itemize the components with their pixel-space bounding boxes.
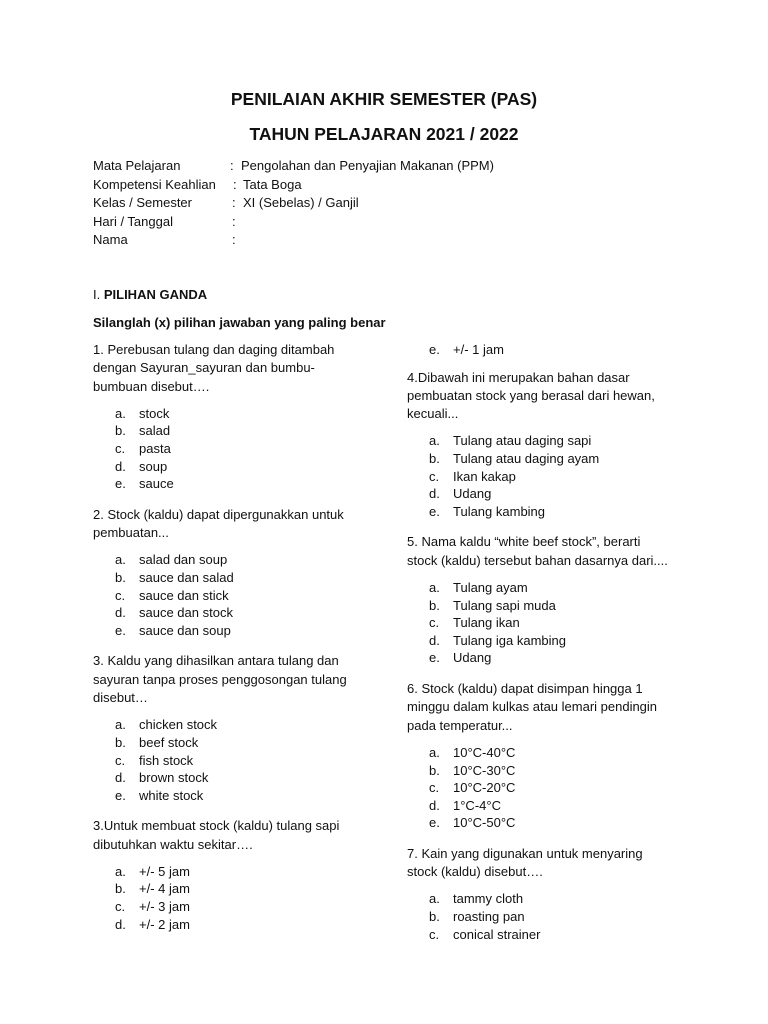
option[interactable] — [407, 890, 672, 908]
question-1 — [93, 341, 358, 493]
question-text: 5. Nama kaldu “white beef stock”, berarti stock (kaldu) tersebut bahan dasarnya dari.... — [407, 534, 668, 568]
option-text: 1°C-4°C — [453, 797, 501, 813]
option-text: brown stock — [139, 770, 209, 786]
option[interactable] — [407, 579, 672, 597]
option-text: pasta — [139, 441, 171, 457]
info-label: Kompetensi Keahlian — [93, 176, 216, 192]
option-text: sauce dan stock — [139, 605, 233, 621]
option-letter: e. — [115, 787, 126, 803]
option[interactable] — [93, 551, 358, 569]
option-letter: e. — [115, 622, 126, 638]
option-text: +/- 5 jam — [139, 863, 190, 879]
instruction: Silanglah (x) pilihan jawaban yang paling benar — [93, 315, 386, 330]
section-number: I. — [93, 287, 104, 302]
option-letter: c. — [115, 899, 126, 915]
option-list — [93, 863, 358, 933]
option-text: conical strainer — [453, 926, 541, 942]
option[interactable] — [407, 797, 672, 815]
option[interactable] — [407, 485, 672, 503]
option-text: salad — [139, 423, 171, 439]
option-letter: a. — [429, 744, 440, 760]
question-2 — [93, 506, 358, 640]
option[interactable] — [93, 863, 358, 881]
option-text: tammy cloth — [453, 891, 524, 907]
option-letter: e. — [429, 342, 440, 357]
option[interactable] — [407, 926, 672, 944]
option-text: stock — [139, 405, 170, 421]
option[interactable] — [407, 450, 672, 468]
info-colon: : — [233, 176, 237, 192]
question-4 — [407, 369, 672, 521]
option-list — [407, 890, 672, 943]
option-letter: b. — [115, 881, 126, 897]
option-letter: b. — [115, 734, 126, 750]
right-column — [407, 341, 672, 956]
option-letter: e. — [429, 503, 440, 519]
option-letter: a. — [429, 433, 440, 449]
option-letter: c. — [429, 615, 440, 631]
option-letter: d. — [429, 632, 440, 648]
option[interactable] — [93, 587, 358, 605]
option[interactable] — [93, 898, 358, 916]
option[interactable] — [93, 458, 358, 476]
option-text: salad dan soup — [139, 552, 228, 568]
option[interactable] — [407, 779, 672, 797]
left-column — [93, 341, 358, 946]
option-text: +/- 2 jam — [139, 916, 190, 932]
option-letter: d. — [429, 486, 440, 502]
option-text: 10°C-30°C — [453, 762, 516, 778]
question-3b — [93, 817, 358, 933]
question-text: 3. Kaldu yang dihasilkan antara tulang dan sayuran tanpa proses penggosongan tulang disebut… — [93, 653, 347, 706]
option[interactable] — [407, 908, 672, 926]
option-letter: e. — [115, 476, 126, 492]
option-letter: e. — [429, 815, 440, 831]
option[interactable] — [93, 916, 358, 934]
option[interactable] — [407, 503, 672, 521]
option-text: chicken stock — [139, 717, 218, 733]
option-text: +/- 4 jam — [139, 881, 190, 897]
option-text: white stock — [139, 787, 204, 803]
option-list — [93, 716, 358, 804]
option[interactable] — [407, 597, 672, 615]
option-list — [407, 579, 672, 667]
info-label: Hari / Tanggal — [93, 213, 173, 229]
option-text: sauce dan salad — [139, 570, 234, 586]
option-text: Tulang atau daging sapi — [453, 433, 592, 449]
option[interactable] — [93, 787, 358, 805]
option-letter: d. — [115, 916, 126, 932]
info-value: Pengolahan dan Penyajian Makanan (PPM) — [241, 158, 494, 173]
option[interactable] — [93, 716, 358, 734]
section-title: PILIHAN GANDA — [103, 287, 208, 302]
option-letter: a. — [115, 717, 126, 733]
option[interactable] — [93, 440, 358, 458]
info-value: Tata Boga — [243, 176, 302, 192]
info-label: Kelas / Semester — [93, 195, 192, 210]
option-list — [93, 405, 358, 493]
option[interactable] — [407, 649, 672, 667]
option-text: sauce — [139, 476, 174, 492]
option-letter: d. — [429, 797, 440, 813]
option-letter: a. — [115, 405, 126, 421]
question-text: 4.Dibawah ini merupakan bahan dasar pembuatan stock yang berasal dari hewan, kecuali... — [407, 369, 655, 422]
option-list — [93, 551, 358, 639]
option-letter: a. — [429, 891, 440, 907]
option-list-continued — [407, 341, 672, 359]
option-letter: b. — [429, 762, 440, 778]
question-text: 2. Stock (kaldu) dapat dipergunakkan untuk pembuatan... — [93, 506, 344, 541]
option-text: Tulang ayam — [453, 580, 528, 596]
option-text: fish stock — [139, 752, 194, 768]
question-3 — [93, 652, 358, 804]
option-text: 10°C-50°C — [453, 815, 516, 831]
option-text: Tulang kambing — [453, 503, 546, 519]
option[interactable] — [93, 604, 358, 622]
info-value: XI (Sebelas) / Ganjil — [243, 195, 359, 210]
exam-year: TAHUN PELAJARAN 2021 / 2022 — [249, 124, 519, 144]
option-text: soup — [139, 458, 168, 474]
option-letter: d. — [115, 770, 126, 786]
option-text: Tulang iga kambing — [453, 632, 566, 648]
option-letter: c. — [115, 441, 126, 457]
option[interactable] — [93, 475, 358, 493]
question-text: 7. Kain yang digunakan untuk menyaring stock (kaldu) disebut…. — [407, 845, 643, 880]
option[interactable] — [407, 632, 672, 650]
info-colon: : — [232, 195, 236, 210]
exam-title: PENILAIAN AKHIR SEMESTER (PAS) — [230, 89, 538, 109]
option-letter: b. — [429, 597, 440, 613]
option[interactable] — [407, 614, 672, 632]
option-text: Udang — [453, 486, 492, 502]
option-text: Tulang sapi muda — [453, 597, 556, 613]
option-text: beef stock — [139, 734, 199, 750]
question-text: 1. Perebusan tulang dan daging ditambah dengan Sayuran_sayuran dan bumbu-bumbuan disebut…. — [93, 342, 335, 394]
option-text: Tulang ikan — [453, 615, 520, 631]
option-text: Udang — [453, 650, 492, 666]
option-text: sauce dan soup — [139, 622, 231, 638]
option-letter: b. — [115, 423, 126, 439]
info-colon: : — [230, 158, 234, 173]
option[interactable] — [93, 569, 358, 587]
option-text: Tulang atau daging ayam — [453, 451, 600, 467]
option[interactable] — [407, 762, 672, 780]
option[interactable] — [93, 405, 358, 423]
option-letter: b. — [429, 451, 440, 467]
option-list — [407, 744, 672, 832]
option-letter: a. — [115, 552, 126, 568]
info-label: Nama — [93, 232, 128, 247]
option-letter: a. — [115, 863, 126, 879]
question-text: 3.Untuk membuat stock (kaldu) tulang sapi dibutuhkan waktu sekitar…. — [93, 818, 340, 852]
info-label: Mata Pelajaran — [93, 158, 181, 173]
option[interactable] — [93, 422, 358, 440]
section-heading — [93, 287, 207, 302]
option[interactable] — [407, 814, 672, 832]
option[interactable] — [407, 341, 672, 359]
question-6 — [407, 680, 672, 832]
option-letter: c. — [115, 587, 126, 603]
info-colon: : — [232, 232, 236, 247]
option-text: Ikan kakap — [453, 468, 516, 484]
option[interactable] — [407, 744, 672, 762]
option[interactable] — [93, 622, 358, 640]
option[interactable] — [93, 769, 358, 787]
option-letter: b. — [115, 570, 126, 586]
question-text: 6. Stock (kaldu) dapat disimpan hingga 1 minggu dalam kulkas atau lemari pendingin pada temperatur... — [407, 681, 658, 733]
info-colon: : — [232, 213, 236, 229]
option-letter: e. — [429, 650, 440, 666]
option[interactable] — [407, 468, 672, 486]
option-text: +/- 1 jam — [453, 342, 504, 357]
option-letter: d. — [115, 605, 126, 621]
option-text: sauce dan stick — [139, 587, 229, 603]
option-letter: c. — [115, 752, 126, 768]
option[interactable] — [407, 432, 672, 450]
question-5 — [407, 533, 672, 667]
option-letter: a. — [429, 580, 440, 596]
option-text: 10°C-40°C — [453, 744, 516, 760]
option-text: roasting pan — [453, 909, 525, 925]
option-letter: d. — [115, 458, 126, 474]
option-text: 10°C-20°C — [453, 780, 516, 796]
option-text: +/- 3 jam — [139, 899, 190, 915]
option[interactable] — [93, 734, 358, 752]
option[interactable] — [93, 752, 358, 770]
option-letter: c. — [429, 468, 440, 484]
option-letter: b. — [429, 909, 440, 925]
option-list — [407, 432, 672, 520]
option-letter: c. — [429, 780, 440, 796]
option-letter: c. — [429, 926, 440, 942]
option[interactable] — [93, 880, 358, 898]
question-7 — [407, 845, 672, 943]
